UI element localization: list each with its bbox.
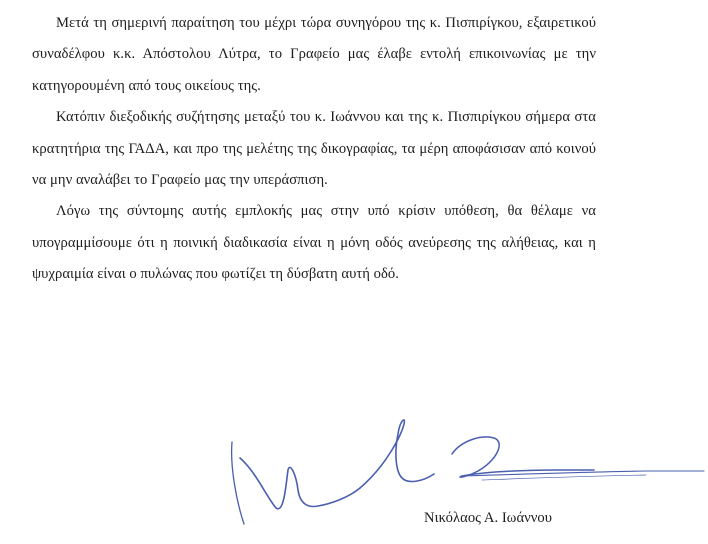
paragraph-resignation-notice: Μετά τη σημερινή παραίτηση του μέχρι τώρα συνηγόρου της κ. Πισπιρίγκου, εξαιρετικού συναδέλφου κ.κ. Απόστολου Λύτρα, το Γραφείο μας έλαβε εντολή επικοινωνίας με την κατηγορουμένη από τους οικείους της. [32,15,596,94]
letter-body [32,8,596,291]
paragraph-closing-statement: Λόγω της σύντομης αυτής εμπλοκής μας στην υπό κρίσιν υπόθεση, θα θέλαμε να υπογραμμίσουμε ότι η ποινική διαδικασία είναι η μόνη οδός ανεύρεσης της αλήθειας, και η ψυχραιμία είναι ο πυλώνας που φωτίζει τη δύσβατη αυτή οδό. [32,203,596,283]
signer-name: Νικόλαος Α. Ιωάννου [424,510,553,526]
paragraph-meeting-decision: Κατόπιν διεξοδικής συζήτησης μεταξύ του κ. Ιωάννου και της κ. Πισπιρίγκου σήμερα στα κρατητήρια της ΓΑΔΑ, και προ της μελέτης της δικογραφίας, τα μέρη αποφάσισαν από κοινού να μην αναλάβει το Γραφείο μας την υπεράσπιση. [32,109,596,189]
